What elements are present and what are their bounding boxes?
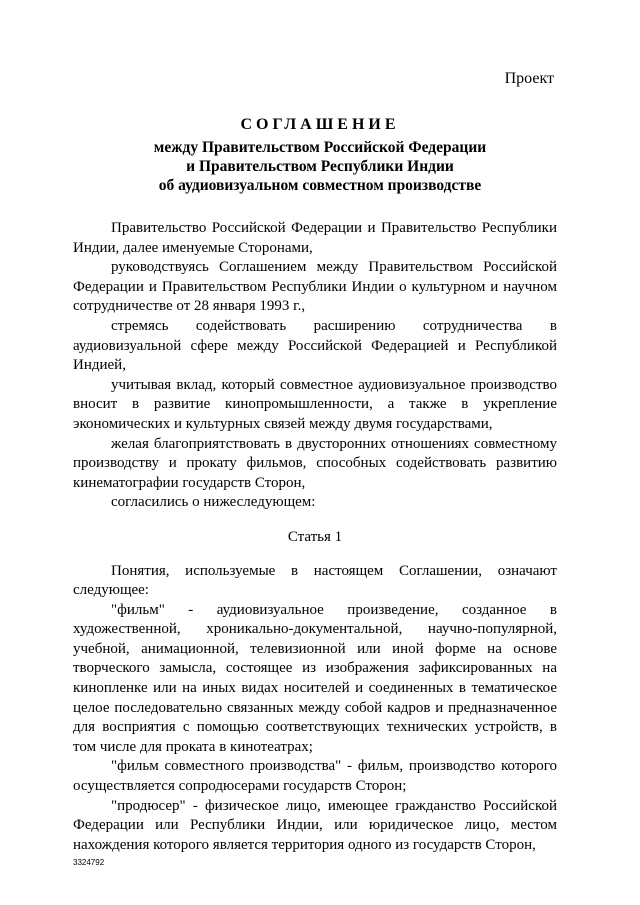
subtitle-line: между Правительством Российской Федерации bbox=[153, 139, 487, 156]
preamble-paragraph: учитывая вклад, который совместное аудиовизуальное производство вносит в развитие кинопромышленности, а также в укрепление экономических и культурных связей между двумя государствами, bbox=[73, 376, 557, 432]
preamble-paragraph: Правительство Российской Федерации и Правительство Республики Индии, далее именуемые Сторонами, bbox=[73, 220, 557, 256]
preamble-paragraph: стремясь содействовать расширению сотрудничества в аудиовизуальной сфере между Российской Федерацией и Республикой Индией, bbox=[73, 317, 557, 374]
article-heading: Статья 1 bbox=[287, 528, 343, 545]
document-title: СОГЛАШЕНИЕ bbox=[240, 116, 400, 133]
document-subtitle bbox=[0, 138, 640, 195]
project-label: Проект bbox=[504, 70, 554, 87]
article-paragraph: "фильм" - аудиовизуальное произведение, созданное в художественной, хроникально-документальной, научно-популярной, учебной, анимационной, телевизионной или иной форме на основе творческого замысла, состоящее из изображения зафиксированных на кинопленке или на иных видах носителей и соединенных в тематическое целое последовательно связанных между собой кадров и предназначенное для восприятия с помощью соответствующих технических устройств, в том числе для проката в кинотеатрах; bbox=[73, 601, 557, 755]
preamble-paragraph: желая благоприятствовать в двусторонних отношениях совместному производству и прокату фильмов, способных содействовать развитию кинематографии государств Сторон, bbox=[73, 435, 557, 491]
subtitle-line: об аудиовизуальном совместном производстве bbox=[158, 177, 482, 194]
preamble-paragraph: руководствуясь Соглашением между Правительством Российской Федерации и Правительством Республики Индии о культурном и научном сотрудничестве от 28 января 1993 г., bbox=[73, 259, 557, 315]
preamble-paragraph: согласились о нижеследующем: bbox=[111, 494, 316, 511]
subtitle-line: и Правительством Республики Индии bbox=[186, 158, 454, 175]
document-number: 3324792 bbox=[73, 858, 105, 867]
article-paragraph: "фильм совместного производства" - фильм, производство которого осуществляется сопродюсерами государств Сторон; bbox=[73, 758, 557, 795]
article-paragraph: "продюсер" - физическое лицо, имеющее гражданство Российской Федерации или Республики Индии, или юридическое лицо, местом нахождения которого является территория одного из государств Сторон, bbox=[73, 797, 557, 853]
document-body bbox=[73, 219, 557, 855]
article-paragraph: Понятия, используемые в настоящем Соглашении, означают следующее: bbox=[73, 562, 557, 599]
